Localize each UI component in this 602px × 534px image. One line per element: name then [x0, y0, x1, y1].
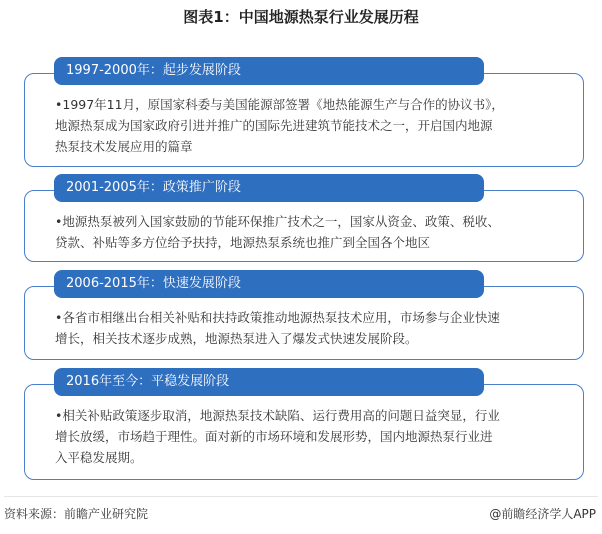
- stage-4-header: 2016年至今：平稳发展阶段: [54, 368, 484, 396]
- stage-2-header: 2001-2005年：政策推广阶段: [54, 174, 484, 202]
- stage-3-header: 2006-2015年：快速发展阶段: [54, 270, 484, 298]
- stage-2: [24, 174, 584, 262]
- stage-2-line-2: 贷款、补贴等多方位给予扶持，地源热泵系统也推广到全国各个地区: [55, 235, 431, 250]
- stage-3: [24, 270, 584, 360]
- brand-credit: @前瞻经济学人APP: [489, 507, 596, 521]
- stage-3-line-1: •各省市相继出台相关补贴和扶持政策推动地源热泵技术应用，市场参与企业快速: [55, 310, 500, 325]
- stage-2-line-1: •地源热泵被列入国家鼓励的节能环保推广技术之一，国家从资金、政策、税收、: [55, 214, 500, 229]
- footer-divider: [4, 496, 598, 497]
- stage-1-line-3: 热泵技术发展应用的篇章: [55, 139, 193, 154]
- stage-1-box: [24, 73, 584, 167]
- stage-3-line-2: 增长，相关技术逐步成熟，地源热泵进入了爆发式快速发展阶段。: [55, 331, 418, 346]
- source-note: 资料来源：前瞻产业研究院: [4, 507, 149, 521]
- stage-1-line-2: 地源热泵成为国家政府引进并推广的国际先进建筑节能技术之一，开启国内地源: [55, 118, 493, 133]
- stage-4-box: [24, 384, 584, 480]
- stage-4-line-3: 入平稳发展期。: [55, 450, 143, 465]
- page-title: 图表1：中国地源热泵行业发展历程: [183, 8, 419, 26]
- stage-4-line-2: 增长放缓，市场趋于理性。面对新的市场环境和发展形势，国内地源热泵行业进: [55, 429, 493, 444]
- stage-1: [24, 57, 584, 169]
- stage-4-line-1: •相关补贴政策逐步取消，地源热泵技术缺陷、运行费用高的问题日益突显，行业: [55, 408, 500, 423]
- stage-1-line-1: •1997年11月，原国家科委与美国能源部签署《地热能源生产与合作的协议书》，: [55, 97, 504, 112]
- stage-1-header: 1997-2000年：起步发展阶段: [54, 57, 484, 85]
- stage-4: [24, 368, 584, 480]
